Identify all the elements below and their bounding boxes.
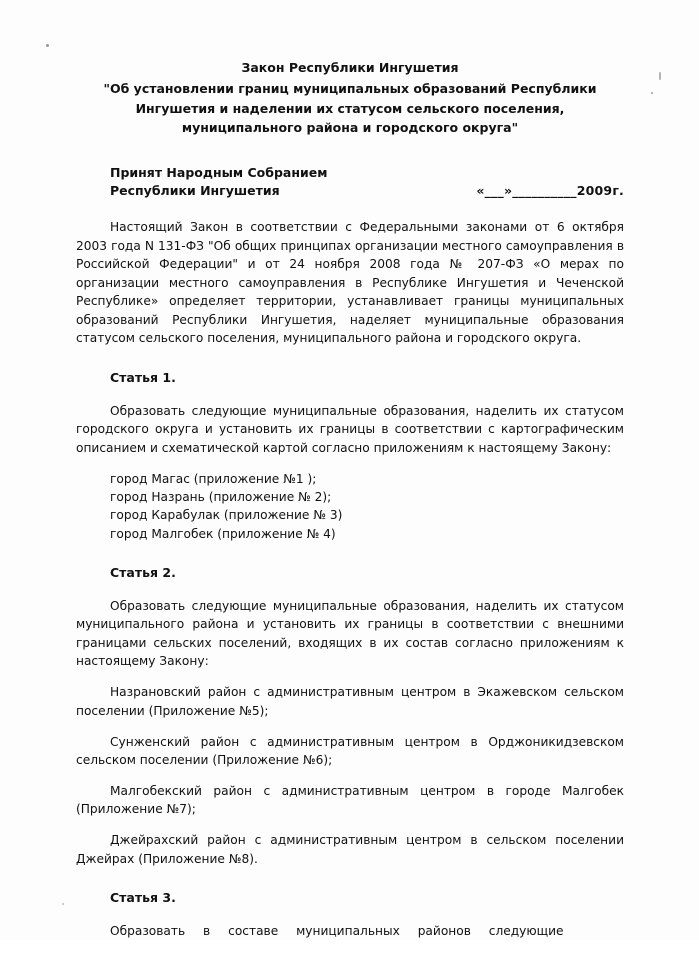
article-heading-1: Статья 1. (110, 369, 176, 385)
adopted-by-line-1: Принят Народным Собранием (110, 164, 328, 180)
scan-artifact (62, 903, 64, 905)
article-heading-3: Статья 3. (110, 890, 176, 906)
adopted-by-line-2: Республики Ингушетия (110, 183, 280, 199)
article-body-1: Образовать следующие муниципальные образования, наделить их статусом городского округа и установить их границы в соответствии с картографическим описанием и схематической картой согласно приложениям к настоящему Закону: (76, 403, 624, 455)
adoption-date-blank: «___»__________2009г. (476, 183, 624, 199)
article-2-subparagraph: Сунженский район с административным центром в Орджоникидзевском сельском поселении (Приложение №6); (76, 734, 624, 768)
list-item: город Карабулак (приложение № 3) (110, 508, 343, 523)
list-item: город Малгобек (приложение № 4) (110, 526, 336, 541)
article-body-2: Образовать следующие муниципальные образования, наделить их статусом муниципального района и установить их границы в соответствии с внешними границами сельских поселений, входящих в их состав согласно приложениям к настоящему Закону: (76, 598, 624, 669)
title-line-secondary: "Об установлении границ муниципальных образований Республики Ингушетия и наделении их статусом сельского поселения, муниципального района и городского округа" (103, 81, 597, 136)
scan-artifact (651, 92, 653, 94)
article-1-list (110, 470, 624, 543)
document-title (76, 58, 624, 138)
preamble-paragraph: Настоящий Закон в соответствии с Федеральными законами от 6 октября 2003 года N 131-ФЗ "Об общих принципах организации местного самоуправления в Российской Федерации" и от 24 ноября 2008 года № 207-ФЗ «О мерах по организации местного самоуправления в Республике Ингушетия и Чеченской Республике» определяет территории, устанавливает границы муниципальных образований Республики Ингушетия, наделяет муниципальные образования статусом сельского поселения, муниципального района и городского округа. (76, 220, 624, 346)
article-2-subparagraph: Джейрахский район с административным центром в сельском поселении Джейрах (Приложение №8). (76, 833, 624, 866)
article-heading-2: Статья 2. (110, 564, 176, 580)
article-body-3: Образовать в составе муниципальных районов следующие (110, 924, 564, 939)
scan-artifact (659, 72, 661, 80)
article-2-subparagraph: Назрановский район с административным центром в Экажевском сельском поселении (Приложение №5); (76, 685, 624, 718)
article-2-subparagraph: Малгобекский район с административным центром в городе Малгобек (Приложение №7); (76, 783, 624, 817)
scan-artifact (46, 44, 49, 47)
document-body (76, 58, 624, 953)
list-item: город Назрань (приложение № 2); (110, 489, 332, 504)
adoption-block (110, 164, 624, 202)
list-item: город Магас (приложение №1 ); (110, 471, 317, 486)
title-line-primary: Закон Республики Ингушетия (241, 60, 459, 75)
